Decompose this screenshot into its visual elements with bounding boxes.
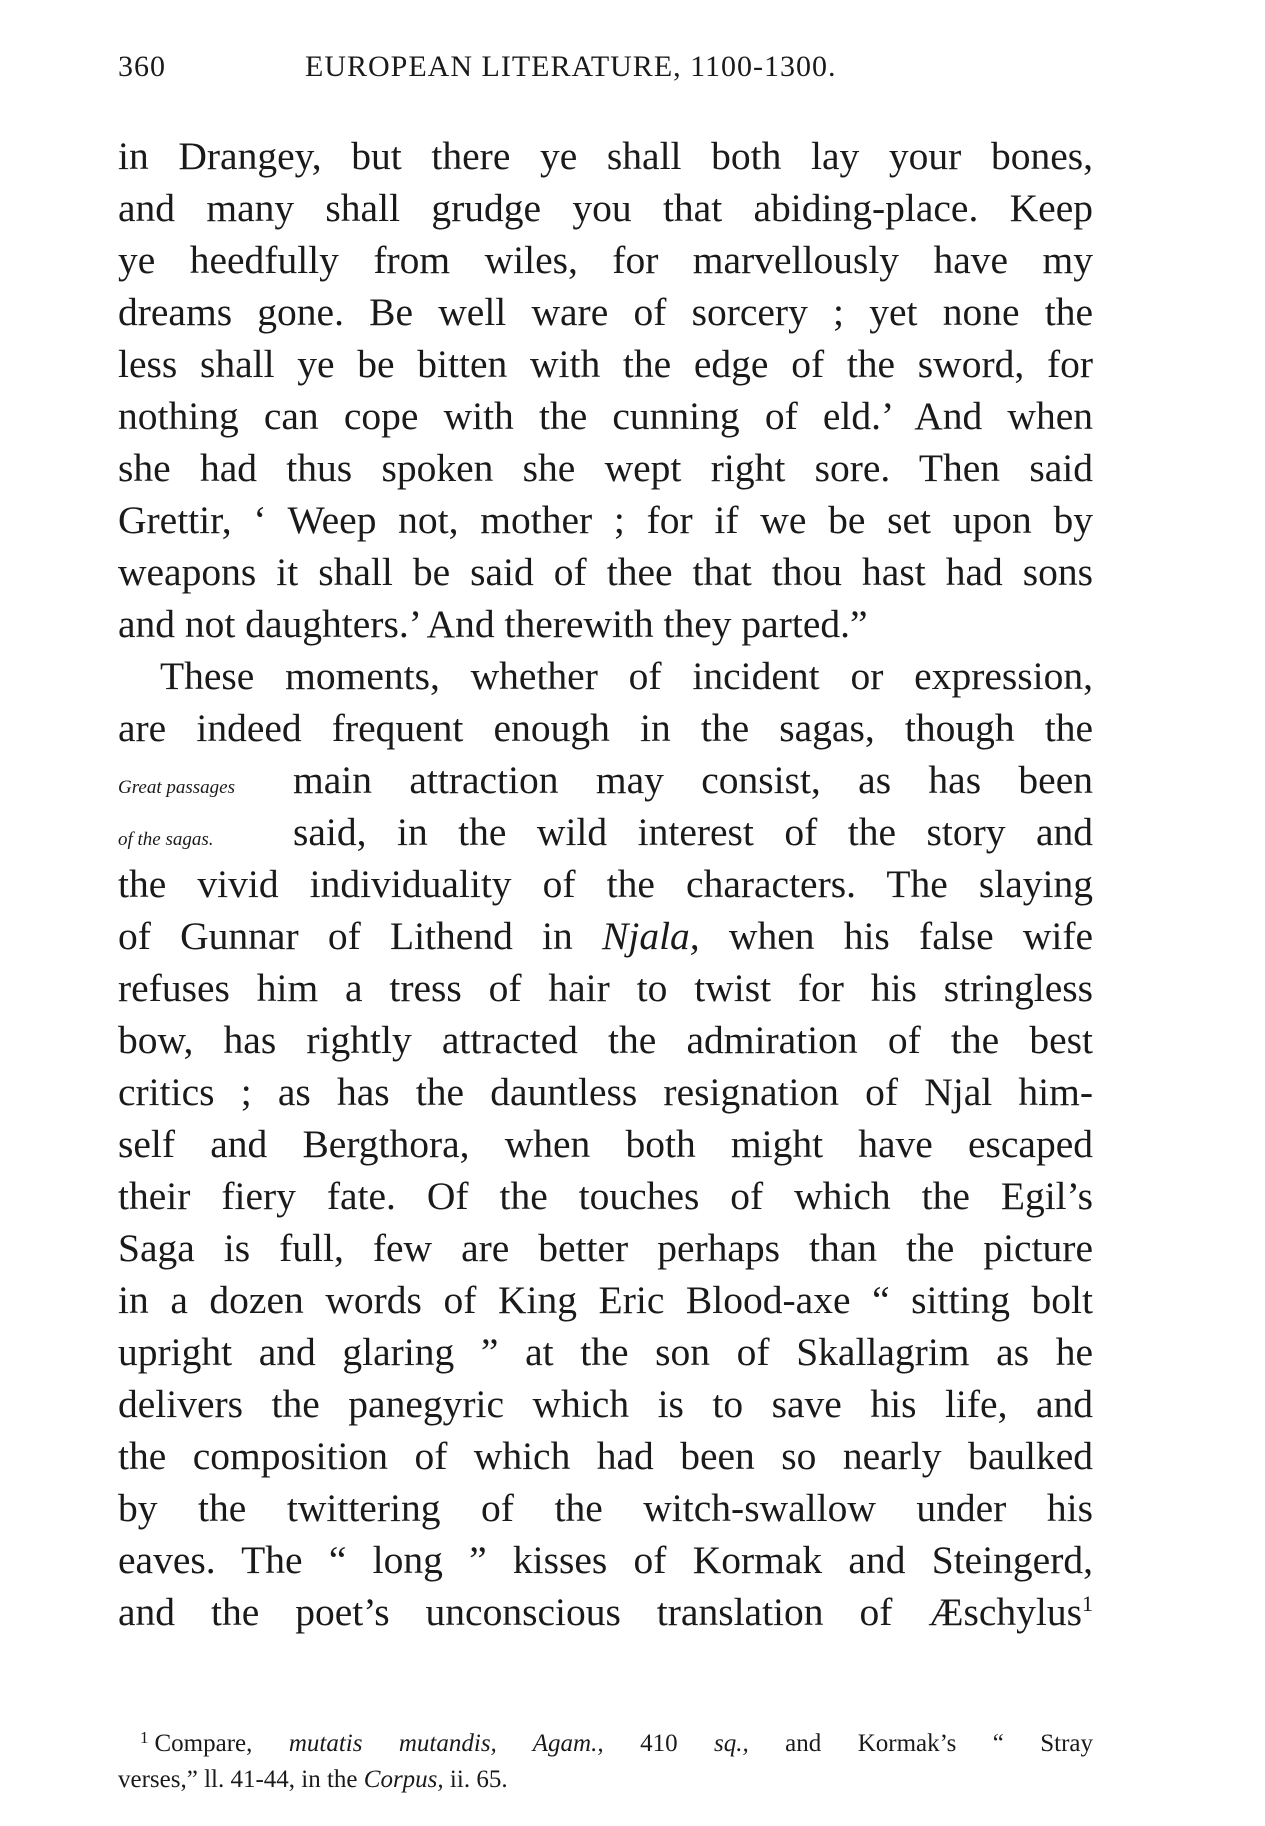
text-line: by the twittering of the witch-swallow under his: [118, 1486, 1093, 1530]
footnote-line: [118, 1726, 1093, 1762]
text-line: in a dozen words of King Eric Blood-axe “ sitting bolt: [118, 1278, 1093, 1322]
text-line: she had thus spoken she wept right sore. Then said: [118, 446, 1093, 490]
text-fragment: 410: [640, 1730, 678, 1757]
text-line: Grettir, ‘ Weep not, mother ; for if we be set upon by: [118, 498, 1093, 542]
text-line: These moments, whether of incident or expression,: [160, 654, 1093, 698]
italic-fragment: mutatis mutandis, Agam.,: [288, 1730, 604, 1757]
text-fragment: when his false wife: [728, 914, 1094, 958]
text-fragment: verses,” ll. 41-44, in the: [118, 1766, 358, 1793]
italic-fragment: sq.,: [714, 1730, 749, 1757]
text-line: bow, has rightly attracted the admiration of the best: [118, 1018, 1093, 1062]
paragraph-1: [118, 130, 1093, 650]
footnote-line: [118, 1762, 1093, 1798]
italic-title-njala: Njala,: [602, 914, 700, 958]
text-fragment: and Kormak’s “ Stray: [785, 1730, 1094, 1757]
text-fragment: Compare,: [154, 1730, 253, 1757]
text-fragment: of Gunnar of Lithend in: [118, 914, 573, 958]
text-line: the vivid individuality of the characters. The slaying: [118, 862, 1093, 906]
page-number: 360: [118, 50, 166, 83]
text-line: main attraction may consist, as has been: [293, 758, 1093, 802]
italic-fragment: Corpus,: [363, 1766, 444, 1793]
text-line: refuses him a tress of hair to twist for his stringless: [118, 966, 1093, 1010]
text-line: ye heedfully from wiles, for marvellously have my: [118, 238, 1093, 282]
text-line-njala: [118, 910, 1093, 962]
body-text: [118, 130, 1093, 1638]
text-line: self and Bergthora, when both might have escaped: [118, 1122, 1093, 1166]
margin-note-1: Great passages: [118, 777, 235, 798]
text-line: less shall ye be bitten with the edge of the sword, for: [118, 342, 1093, 386]
text-line: dreams gone. Be well ware of sorcery ; yet none the: [118, 290, 1093, 334]
text-line-last: [118, 1586, 1093, 1638]
text-line: eaves. The “ long ” kisses of Kormak and Steingerd,: [118, 1538, 1093, 1582]
text-line: critics ; as has the dauntless resignation of Njal him-: [118, 1070, 1093, 1114]
text-line: nothing can cope with the cunning of eld.’ And when: [118, 394, 1093, 438]
text-line: the composition of which had been so nearly baulked: [118, 1434, 1093, 1478]
text-line: their fiery fate. Of the touches of which the Egil’s: [118, 1174, 1093, 1218]
text-line: and many shall grudge you that abiding-place. Keep: [118, 186, 1093, 230]
text-line-with-margin-note: [118, 806, 1093, 858]
text-line: are indeed frequent enough in the sagas, though the: [118, 706, 1093, 750]
text-line: upright and glaring ” at the son of Skallagrim as he: [118, 1330, 1093, 1374]
running-title: EUROPEAN LITERATURE, 1100-1300.: [305, 50, 837, 83]
text-line: in Drangey, but there ye shall both lay your bones,: [118, 134, 1093, 178]
paragraph-2: [118, 650, 1093, 1638]
footnotes: [118, 1726, 1093, 1798]
text-line: delivers the panegyric which is to save his life, and: [118, 1382, 1093, 1426]
text-line: Saga is full, few are better perhaps than the picture: [118, 1226, 1093, 1270]
text-fragment: ii. 65.: [449, 1766, 508, 1793]
text-line: and not daughters.’ And therewith they parted.”: [118, 602, 868, 646]
text-fragment: and the poet’s unconscious translation of Æschylus: [118, 1590, 1082, 1634]
text-line-with-margin-note: [118, 754, 1093, 806]
margin-note-2: of the sagas.: [118, 829, 214, 850]
page-header: [118, 50, 1118, 90]
text-line: said, in the wild interest of the story and: [293, 810, 1093, 854]
footnote-number: 1: [140, 1728, 149, 1747]
footnote-reference[interactable]: 1: [1082, 1591, 1093, 1616]
text-line: weapons it shall be said of thee that thou hast had sons: [118, 550, 1093, 594]
